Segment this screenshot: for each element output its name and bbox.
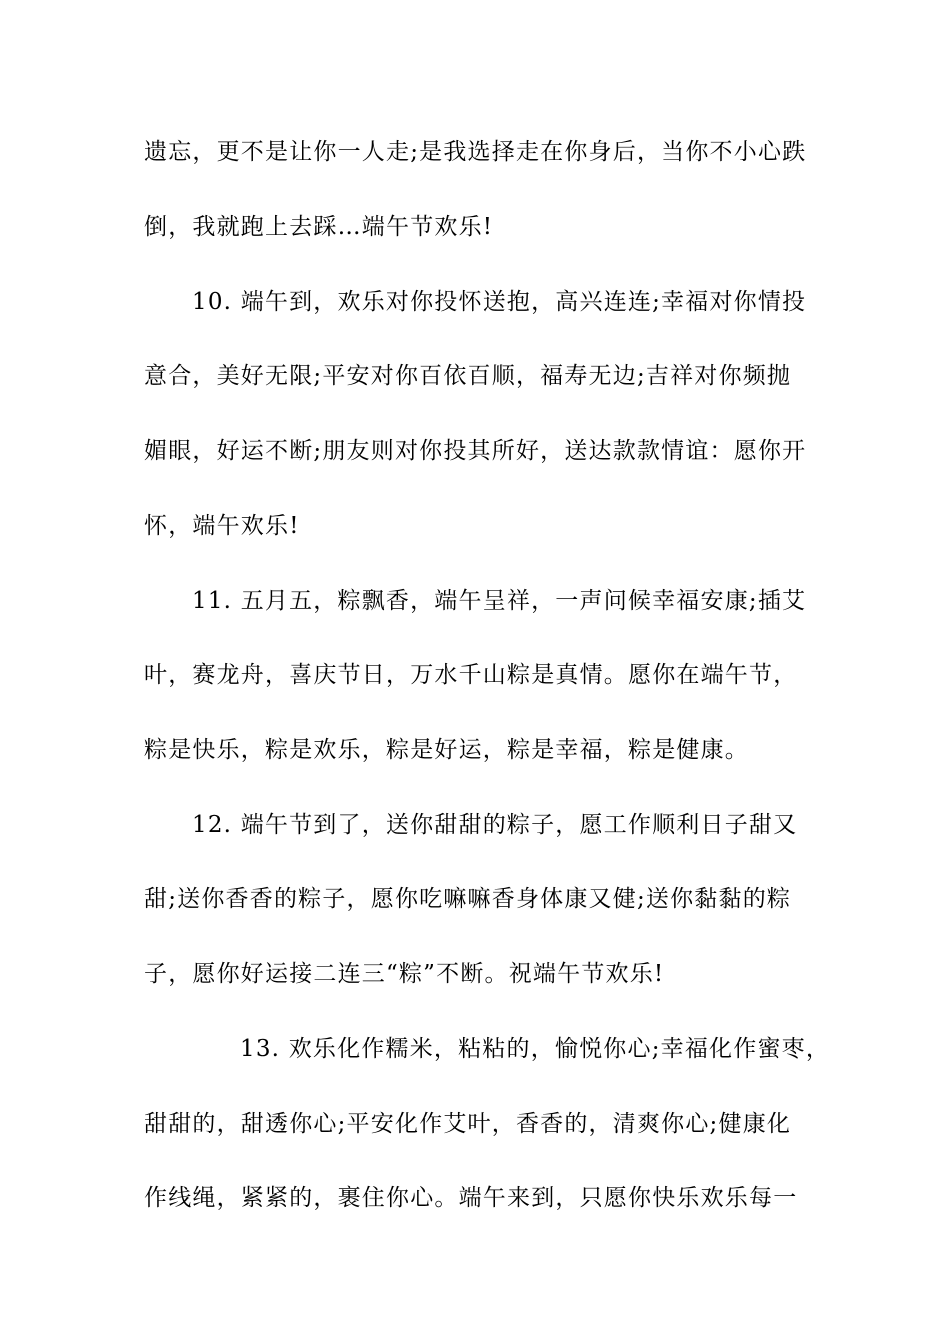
text-line: 12. 端午节到了，送你甜甜的粽子，愿工作顺利日子甜又	[192, 812, 798, 838]
text-line: 遗忘，更不是让你一人走;是我选择走在你身后，当你不小心跌	[144, 139, 807, 165]
text-line: 意合，美好无限;平安对你百依百顺，福寿无边;吉祥对你频抛	[144, 363, 792, 389]
text-line: 媚眼，好运不断;朋友则对你投其所好，送达款款情谊：愿你开	[144, 438, 807, 464]
text-line: 作线绳，紧紧的，裹住你心。端午来到，只愿你快乐欢乐每一	[144, 1185, 798, 1211]
text-line: 甜;送你香香的粽子，愿你吃嘛嘛香身体康又健;送你黏黏的粽	[144, 886, 792, 912]
text-line: 11. 五月五，粽飘香，端午呈祥，一声问候幸福安康;插艾	[192, 588, 807, 614]
text-line: 叶，赛龙舟，喜庆节日，万水千山粽是真情。愿你在端午节，	[144, 662, 798, 688]
text-line: 怀，端午欢乐!	[144, 513, 300, 539]
text-line: 粽是快乐，粽是欢乐，粽是好运，粽是幸福，粽是健康。	[144, 737, 749, 763]
text-line: 倒，我就跑上去踩…端午节欢乐!	[144, 214, 494, 240]
text-line: 13. 欢乐化作糯米，粘粘的，愉悦你心;幸福化作蜜枣，	[240, 1036, 831, 1062]
text-line: 10. 端午到，欢乐对你投怀送抱，高兴连连;幸福对你情投	[192, 289, 807, 315]
text-line: 甜甜的，甜透你心;平安化作艾叶，香香的，清爽你心;健康化	[144, 1111, 792, 1137]
text-line: 子，愿你好运接二连三“粽”不断。祝端午节欢乐!	[144, 961, 665, 987]
